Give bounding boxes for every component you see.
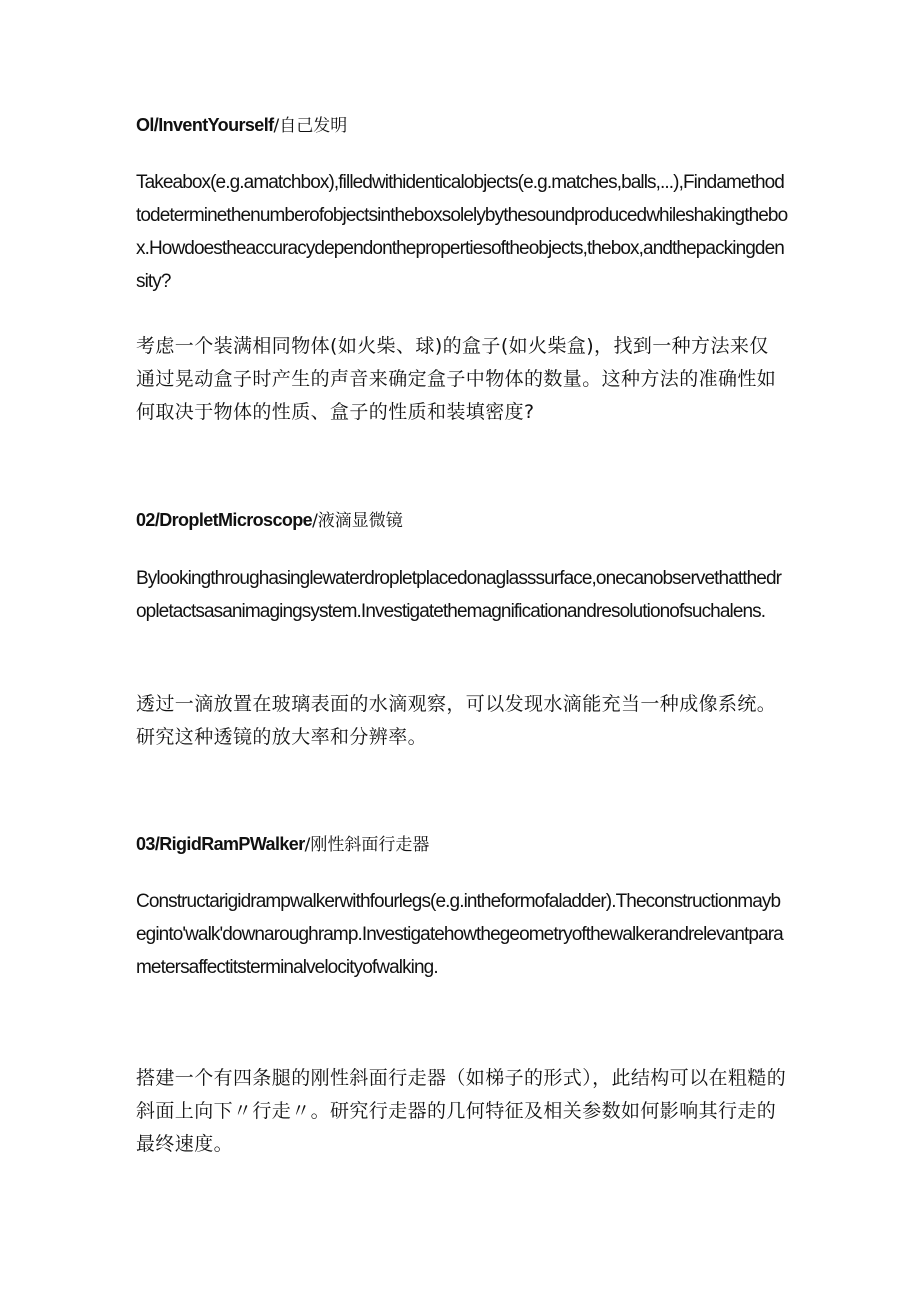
section-1-heading-en: Ol/InventYourself [136, 115, 274, 135]
section-2-heading-en: 02/DropletMicroscope [136, 510, 313, 530]
section-2-body-zh: 透过一滴放置在玻璃表面的水滴观察，可以发现水滴能充当一种成像系统。研究这种透镜的放大率和分辨率。 [136, 693, 777, 748]
section-2-heading-zh: /液滴显微镜 [312, 511, 403, 531]
section-3-heading-en: 03/RigidRamPWalker [136, 834, 305, 854]
section-3-heading-zh: /刚性斜面行走器 [304, 835, 430, 855]
section-2-heading [136, 508, 403, 533]
section-1-body-en: Takeabox(e.g.amatchbox),filledwithidenticalobjects(e.g.matches,balls,...),Findamethodtodeterminethenumberofobjectsintheboxsolelybythesoundproducedwhileshakingthebox.Howdoestheaccuracydependonthepropertiesoftheobjects,thebox,andthepackingdensity? [136, 172, 788, 292]
section-1-heading [136, 113, 347, 138]
section-2-body-en: Bylookingthroughasinglewaterdropletplacedonaglasssurface,onecanobservethatthedropletactsasanimagingsystem.Investigatethemagnificationandresolutionofsuchalens. [136, 568, 782, 622]
section-1-body-zh: 考虑一个装满相同物体(如火柴、球)的盒子(如火柴盒)，找到一种方法来仅通过晃动盒子时产生的声音来确定盒子中物体的数量。这种方法的准确性如何取决于物体的性质、盒子的性质和装填密度? [136, 335, 777, 423]
section-3-body-en: Constructarigidrampwalkerwithfourlegs(e.g.intheformofaladder).Theconstructionmaybeginto'walk'downaroughramp.Investigatehowthegeometryofthewalkerandrelevantparametersaffectitsterminalvelocityofwalking. [136, 891, 783, 978]
section-3-body-zh: 搭建一个有四条腿的刚性斜面行走器（如梯子的形式），此结构可以在粗糙的斜面上向下〃行走〃。研究行走器的几何特征及相关参数如何影响其行走的最终速度。 [136, 1067, 787, 1155]
section-1-heading-zh: /自己发明 [273, 116, 348, 136]
section-3-heading [136, 832, 429, 857]
